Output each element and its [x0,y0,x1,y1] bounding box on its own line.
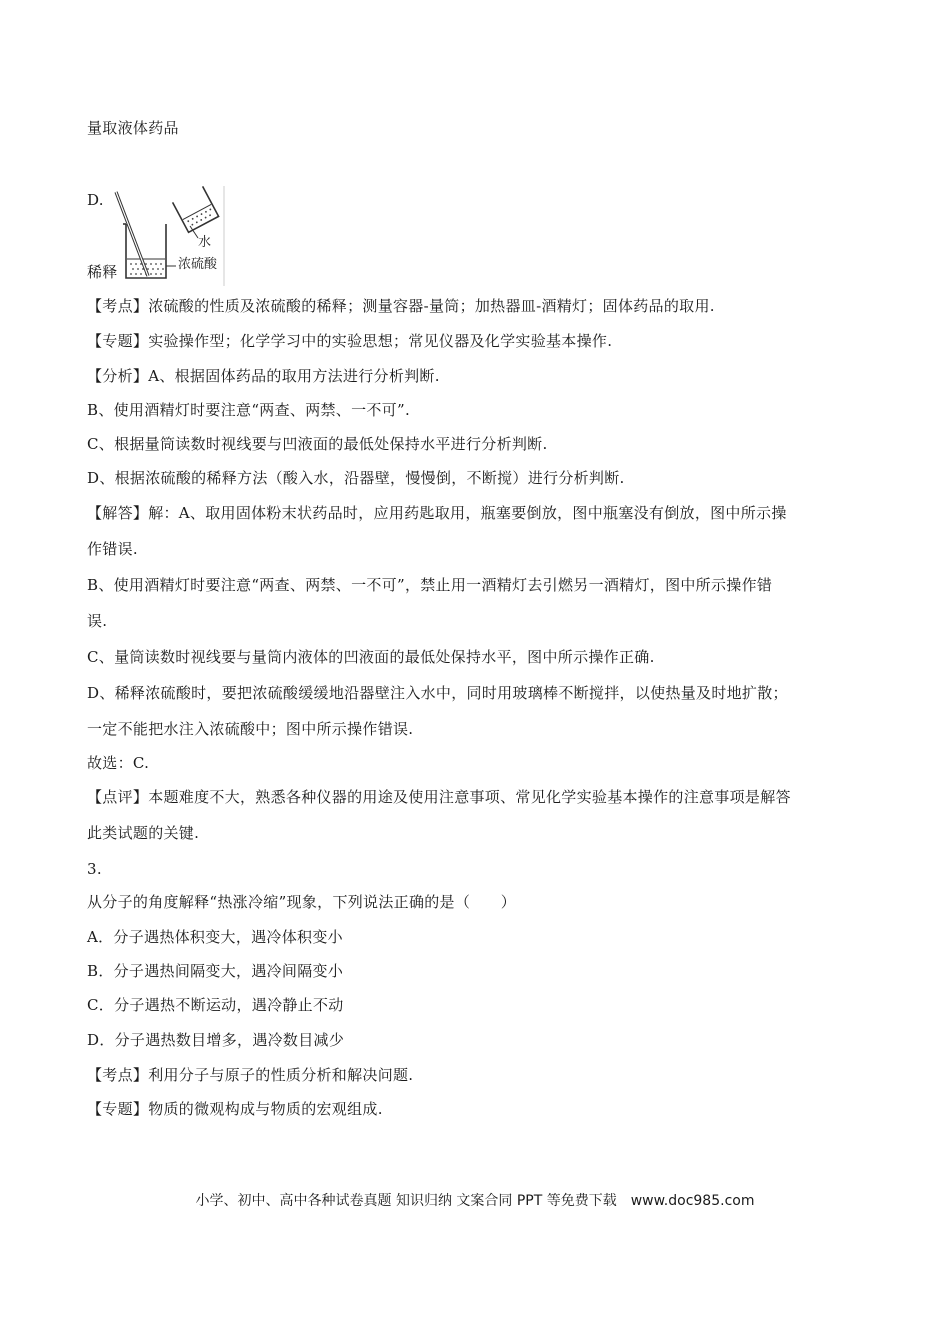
text-line: 【考点】利用分子与原子的性质分析和解决问题. [87,1066,414,1084]
figure-caption: 稀释 [87,263,118,281]
text-line: 【解答】解：A、取用固体粉末状药品时，应用药匙取用，瓶塞要倒放，图中瓶塞没有倒放，图中所示操 [87,504,787,522]
text-line: 作错误. [87,540,138,558]
option-a: A．分子遇热体积变大，遇冷体积变小 [87,928,343,946]
text-line: 【专题】实验操作型；化学学习中的实验思想；常见仪器及化学实验基本操作. [87,332,613,350]
dilution-figure [108,186,226,286]
text-line: C、根据量筒读数时视线要与凹液面的最低处保持水平进行分析判断. [87,435,548,453]
text-line: 误. [87,612,108,630]
text-line: D、稀释浓硫酸时，要把浓硫酸缓缓地沿器壁注入水中，同时用玻璃棒不断搅拌，以使热量及时地扩散； [87,684,788,702]
text-line: 故选：C. [87,754,150,772]
text-line: D、根据浓硫酸的稀释方法（酸入水，沿器壁，慢慢倒，不断搅）进行分析判断. [87,469,625,487]
question-number: 3. [87,860,102,878]
option-b: B．分子遇热间隔变大，遇冷间隔变小 [87,962,344,980]
text-line: 【专题】物质的微观构成与物质的宏观组成. [87,1100,383,1118]
question-stem: 从分子的角度解释“热涨冷缩”现象，下列说法正确的是（ ） [87,893,517,911]
page-footer: 小学、初中、高中各种试卷真题 知识归纳 文案合同 PPT 等免费下载 www.doc985.com [195,1193,755,1209]
text-line: 【点评】本题难度不大，熟悉各种仪器的用途及使用注意事项、常见化学实验基本操作的注意事项是解答 [87,788,791,806]
option-c: C．分子遇热不断运动，遇冷静止不动 [87,996,344,1014]
text-line: B、使用酒精灯时要注意“两查、两禁、一不可”，禁止用一酒精灯去引燃另一酒精灯，图中所示操作错 [87,576,773,594]
text-line: 【考点】浓硫酸的性质及浓硫酸的稀释；测量容器-量筒；加热器皿-酒精灯；固体药品的取用. [87,297,715,315]
text-line: 【分析】A、根据固体药品的取用方法进行分析判断. [87,367,440,385]
text-line: C、量筒读数时视线要与量筒内液体的凹液面的最低处保持水平，图中所示操作正确. [87,648,655,666]
text-line: 量取液体药品 [87,119,179,137]
text-line: B、使用酒精灯时要注意“两查、两禁、一不可”. [87,401,411,419]
text-line: 此类试题的关键. [87,824,200,842]
text-line: 一定不能把水注入浓硫酸中；图中所示操作错误. [87,720,414,738]
option-d-label: D. [87,191,104,209]
option-d: D．分子遇热数目增多，遇冷数目减少 [87,1031,345,1049]
acid-label: 浓硫酸 [178,257,218,272]
water-label: 水 [198,235,212,250]
